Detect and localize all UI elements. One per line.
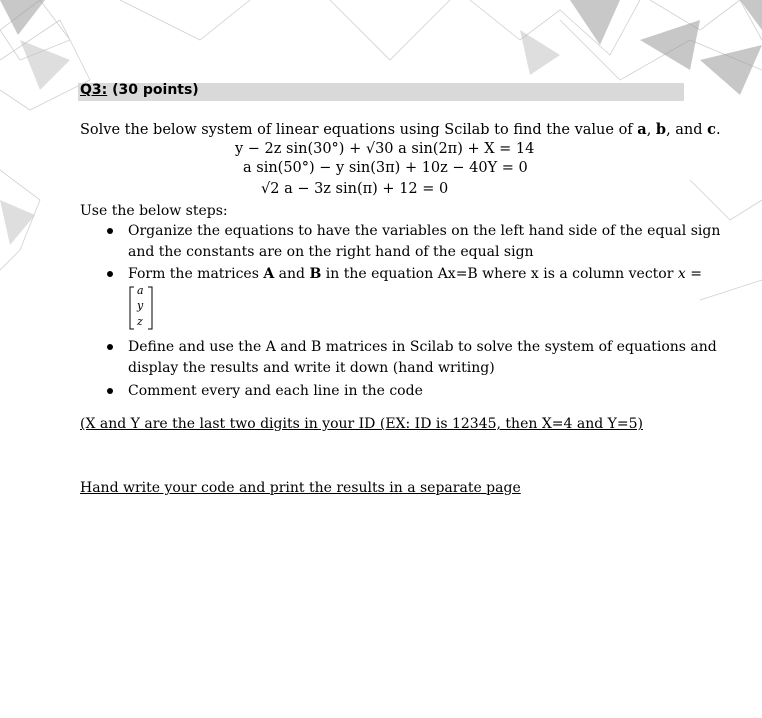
question-title	[80, 82, 199, 98]
bullet-icon	[107, 344, 113, 350]
intro-text: Solve the below system of linear equations using Scilab to find the value of a, b, and c.	[80, 121, 721, 138]
steps-label: Use the below steps:	[80, 203, 228, 219]
step-2-text: Form the matrices A and B in the equation Ax=B where x is a column vector x =	[128, 266, 702, 282]
step-3-line-1: Define and use the A and B matrices in Scilab to solve the system of equations and	[128, 339, 717, 355]
bullet-icon	[107, 228, 113, 234]
step-4-text: Comment every and each line in the code	[128, 383, 423, 399]
vector-element-y: y	[137, 299, 144, 312]
equation-2: a sin(50°) − y sin(3π) + 10z − 40Y = 0	[243, 160, 528, 176]
bullet-icon	[107, 388, 113, 394]
question-number: Q3:	[80, 82, 108, 98]
vector-element-z: z	[137, 315, 143, 328]
step-1-line-1: Organize the equations to have the variables on the left hand side of the equal sign	[128, 223, 721, 239]
column-vector-x	[128, 285, 154, 331]
step-1-line-2: and the constants are on the right hand of the equal sign	[128, 244, 534, 260]
id-note: (X and Y are the last two digits in your ID (EX: ID is 12345, then X=4 and Y=5)	[80, 416, 643, 432]
equation-3: √2 a − 3z sin(π) + 12 = 0	[261, 181, 449, 197]
step-3-line-2: display the results and write it down (hand writing)	[128, 360, 495, 376]
question-points: (30 points)	[112, 82, 199, 98]
equation-1: y − 2z sin(30°) + √30 a sin(2π) + X = 14	[235, 141, 535, 157]
bullet-icon	[107, 271, 113, 277]
handwrite-instruction: Hand write your code and print the results in a separate page	[80, 480, 521, 496]
vector-element-a: a	[137, 284, 144, 297]
